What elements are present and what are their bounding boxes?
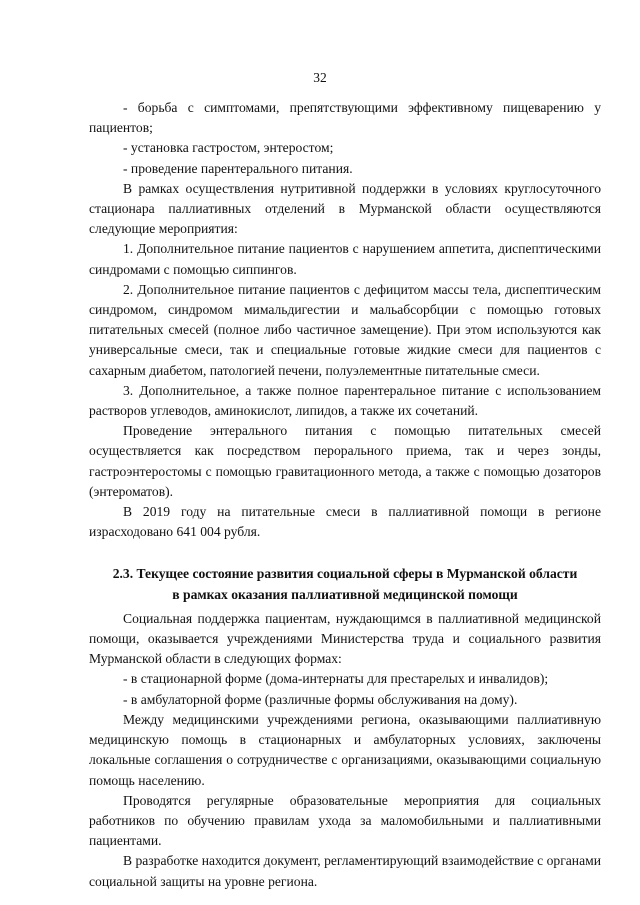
bullet-item: - в амбулаторной форме (различные формы обслуживания на дому). [123, 691, 518, 707]
document-paragraph: В разработке находится документ, регламентирующий взаимодействие с органами социальной защиты на уровне региона. [89, 853, 601, 889]
spending-paragraph: В 2019 году на питательные смеси в паллиативной помощи в регионе израсходовано 641 004 рубля. [89, 504, 601, 540]
bullet-item: - в стационарной форме (дома-интернаты для престарелых и инвалидов); [123, 671, 549, 687]
numbered-item: 1. Дополнительное питание пациентов с нарушением аппетита, диспептическими синдромами с помощью сиппингов. [89, 241, 601, 277]
numbered-item: 2. Дополнительное питание пациентов с дефицитом массы тела, диспептическим синдромом, синдромом мимальдигестии и мальабсорбции с помощью готовых питательных смесей (полное либо частичное замещение). При этом используются как универсальные смеси, так и специальные готовые жидкие смеси для пациентов с сахарным диабетом, патологией печени, полуэлементные питательные смеси. [89, 281, 601, 378]
bullet-item: - установка гастростом, энтеростом; [123, 140, 334, 156]
agreements-paragraph: Между медицинскими учреждениями региона, оказывающими паллиативную медицинскую помощь в стационарных и амбулаторных условиях, заключены локальные соглашения о сотрудничестве с организациями, оказывающими социальную помощь населению. [89, 711, 601, 788]
numbered-item: 3. Дополнительное, а также полное парентеральное питание с использованием растворов углеводов, аминокислот, липидов, а также их сочетаний. [89, 382, 601, 419]
page-content [89, 98, 601, 892]
social-support-paragraph: Социальная поддержка пациентам, нуждающимся в паллиативной медицинской помощи, оказывается учреждениями Министерства труда и социального развития Мурманской области в следующих формах: [89, 610, 601, 667]
page-number: 32 [313, 70, 327, 85]
section-heading-line: в рамках оказания паллиативной медицинской помощи [172, 586, 518, 602]
training-paragraph: Проводятся регулярные образовательные мероприятия для социальных работников по обучению правилам ухода за маломобильными и паллиативными пациентами. [89, 792, 601, 849]
section-heading [89, 564, 601, 604]
nutrition-intro-paragraph: В рамках осуществления нутритивной поддержки в условиях круглосуточного стационара паллиативных отделений в Мурманской области осуществляются следующие мероприятия: [89, 180, 601, 237]
bullet-item: - борьба с симптомами, препятствующими эффективному пищеварению у пациентов; [89, 100, 601, 136]
section-heading-line: 2.3. Текущее состояние развития социальной сферы в Мурманской области [112, 566, 578, 582]
enteral-paragraph: Проведение энтерального питания с помощью питательных смесей осуществляется как посредством перорального приема, так и через зонды, гастроэнтеростомы с помощью гравитационного метода, а также с помощью дозаторов (энтероматов). [89, 423, 601, 499]
bullet-item: - проведение парентерального питания. [123, 160, 353, 176]
